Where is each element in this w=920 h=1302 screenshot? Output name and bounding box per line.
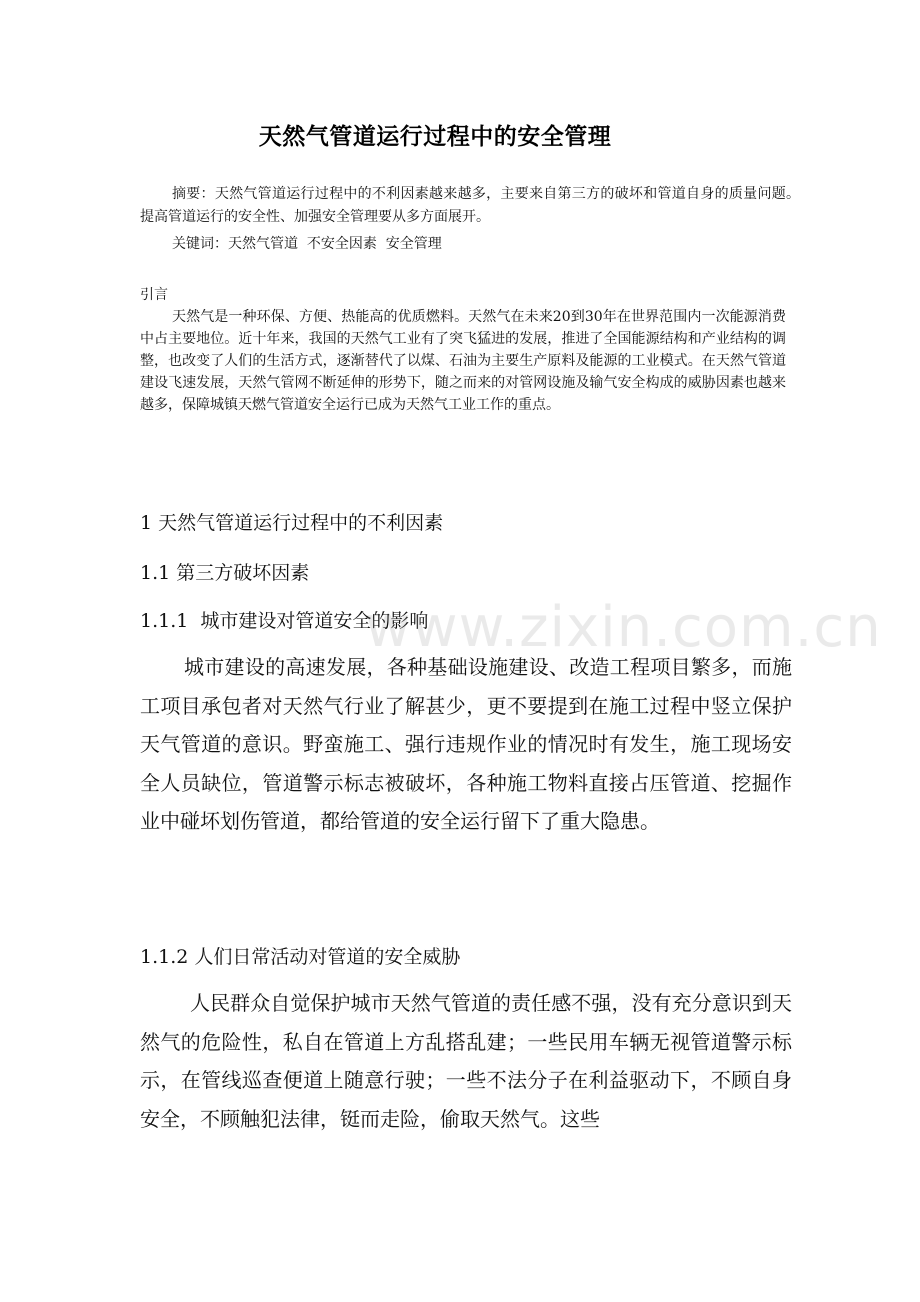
section-1-1-1-paragraph: 城市建设的高速发展，各种基础设施建设、改造工程项目繁多，而施工项目承包者对天然气行业了解甚少，更不要提到在施工过程中竖立保护天气管道的意识。野蛮施工、强行违规作业的情况时有发生，施工现场安全人员缺位，管道警示标志被破坏，各种施工物料直接占压管道、挖掘作业中碰坏划伤管道，都给管道的安全运行留下了重大隐患。 (140, 655, 792, 833)
section-1-1-heading: 1.1 第三方破坏因素 (140, 562, 310, 584)
section-1-1-2-paragraph: 人民群众自觉保护城市天然气管道的责任感不强，没有充分意识到天然气的危险性，私自在管道上方乱搭乱建；一些民用车辆无视管道警示标示，在管线巡查便道上随意行驶；一些不法分子在利益驱动下，不顾自身安全，不顾触犯法律，铤而走险，偷取天然气。这些 (140, 991, 792, 1131)
keywords-line: 关键词：天然气管道 不安全因素 安全管理 (172, 236, 442, 252)
section-1-heading: 1 天然气管道运行过程中的不利因素 (140, 512, 444, 534)
document-title: 天然气管道运行过程中的安全管理 (258, 123, 612, 150)
section-1-1-2-heading: 1.1.2 人们日常活动对管道的安全威胁 (140, 946, 461, 968)
intro-heading: 引言 (140, 287, 168, 303)
watermark-text: www.zixin.com.cn (365, 595, 882, 660)
abstract-paragraph: 摘要：天然气管道运行过程中的不利因素越来越多，主要来自第三方的破坏和管道自身的质量问题。提高管道运行的安全性、加强安全管理要从多方面展开。 (140, 186, 800, 225)
intro-paragraph: 天然气是一种环保、方便、热能高的优质燃料。天然气在未来20到30年在世界范围内一次能源消费中占主要地位。近十年来，我国的天然气工业有了突飞猛进的发展，推进了全国能源结构和产业结构的调整，也改变了人们的生活方式，逐渐替代了以煤、石油为主要生产原料及能源的工业模式。在天然气管道建设飞速发展，天然气管网不断延伸的形势下，随之而来的对管网设施及输气安全构成的威胁因素也越来越多，保障城镇天燃气管道安全运行已成为天然气工业工作的重点。 (140, 309, 786, 413)
section-1-1-1-heading: 1.1.1 城市建设对管道安全的影响 (140, 610, 429, 632)
